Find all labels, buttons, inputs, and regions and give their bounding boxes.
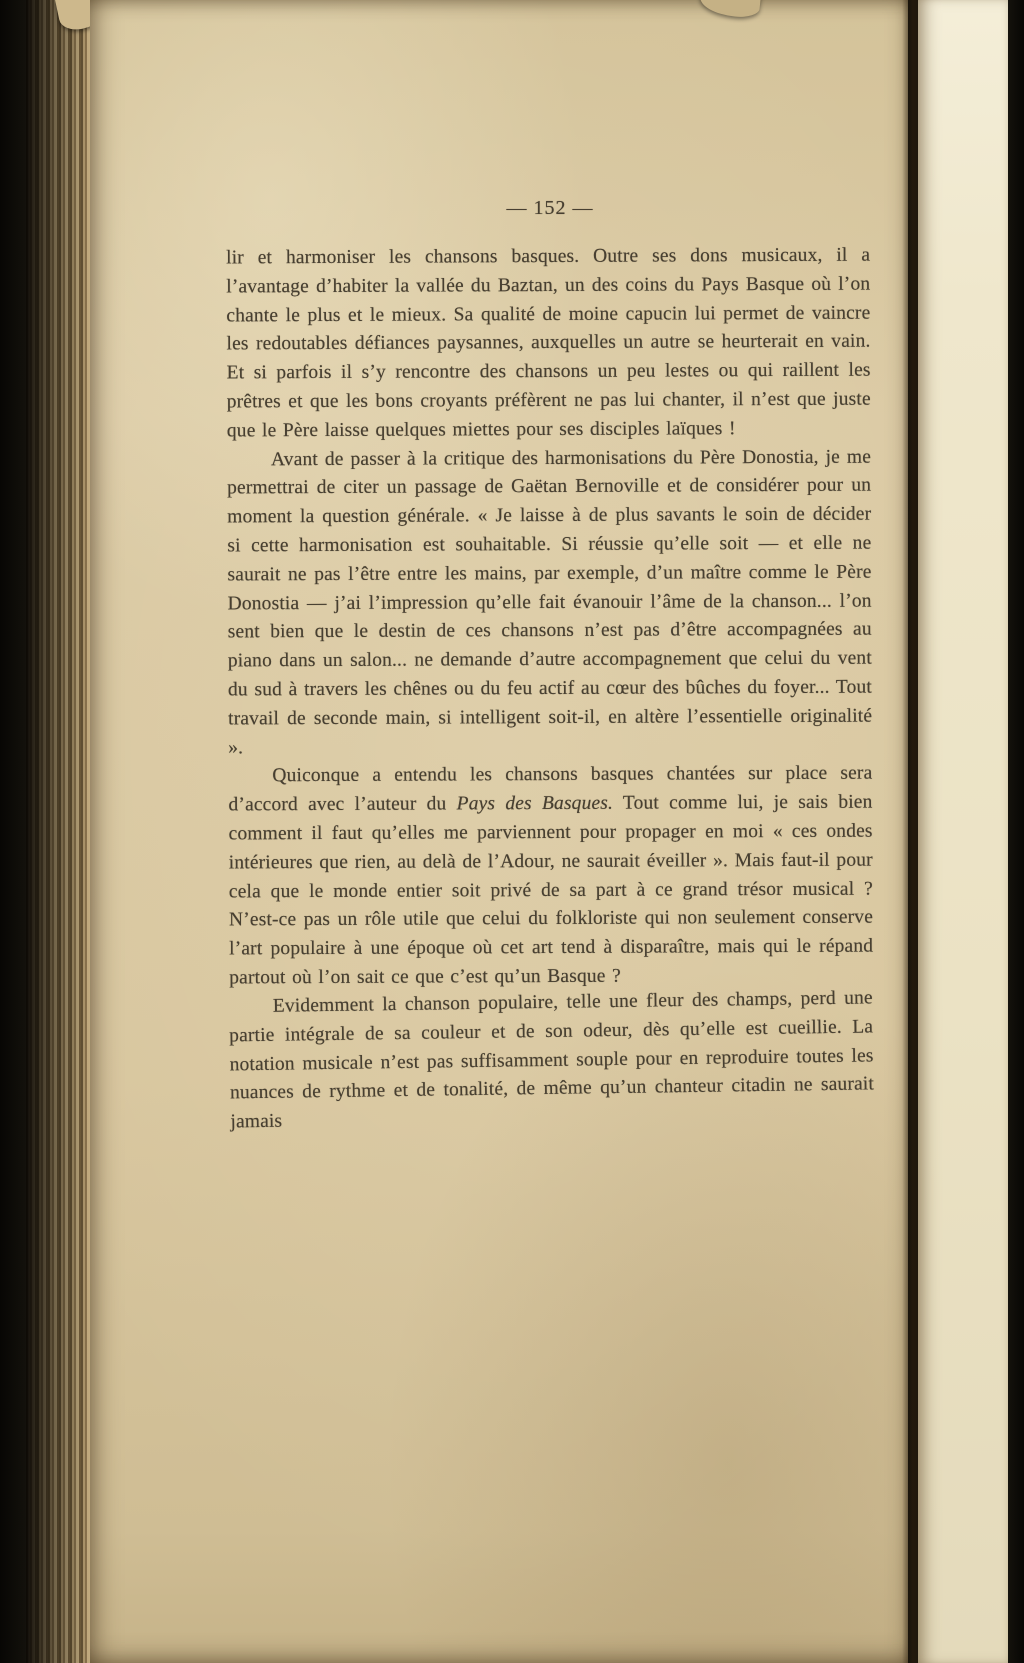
text-block	[226, 242, 874, 1138]
paragraph	[227, 443, 872, 763]
scanner-background-right	[1008, 0, 1024, 1663]
paragraph	[229, 984, 875, 1137]
paragraph-text: Tout comme lui, je sais bien comment il faut qu’elles me parviennent pour propager en moi « ces ondes intérieures que rien, au delà de l’Adour, ne saurait éveiller ». Mais faut-il pour cela que le monde entier soit privé de sa part à ce grand trésor musical ? N’est-ce pas un rôle utile que celui du folkloriste qui non seulement conserve l’art populaire à une époque où cet art tend à disparaître, mais qui le répand partout où l’on sait ce que c’est qu’un Basque ?	[228, 791, 874, 989]
book-page	[90, 0, 908, 1663]
paragraph-text: Avant de passer à la critique des harmonisations du Père Donostia, je me permettrai de citer un passage de Gaëtan Bernoville et de considérer pour un moment la question générale. « Je laisse à de plus savants le soin de décider si cette harmonisation est souhaitable. Si réussie qu’elle soit — et elle ne saurait ne pas l’être entre les mains, par exemple, d’un maître comme le Père Donostia — j’ai l’impression qu’elle fait évanouir l’âme de la chanson... l’on sent bien que le destin de ces chansons n’est pas d’être accompagnées au piano dans un salon... ne demande d’autre accompagnement que celui du vent du sud à travers les chênes ou du feu actif au cœur des bûches du foyer... Tout travail de seconde main, si intelligent soit-il, en altère l’essentielle originalité ».	[227, 446, 873, 758]
paragraph-text: Evidemment la chanson populaire, telle une fleur des champs, perd une partie intégrale de sa couleur et de son odeur, dès qu’elle est cueillie. La notation musicale n’est pas suffisamment souple pour en reproduire toutes les nuances de rythme et de tonalité, de même qu’un chanteur citadin ne saurait jamais	[229, 987, 875, 1133]
book-title-italic: Pays des Basques.	[456, 792, 614, 815]
page-number: — 152 —	[506, 197, 594, 219]
torn-paper-scrap	[699, 0, 761, 19]
paragraph	[226, 242, 871, 446]
page-edges-stack	[26, 0, 98, 1663]
paragraph-text: lir et harmoniser les chansons basques. Outre ses dons musicaux, il a l’avantage d’habiter la vallée du Baztan, un des coins du Pays Basque où l’on chante le plus et le mieux. Sa qualité de moine capucin lui permet de vaincre les redoutables défiances paysannes, auxquelles un autre se heurterait en vain. Et si parfois il s’y rencontre des chansons un peu lestes ou qui raillent les prêtres et que les bons croyants préfèrent ne pas lui chanter, il n’est que juste que le Père laisse quelques miettes pour ses disciples laïques !	[226, 244, 871, 442]
paragraph	[228, 760, 873, 993]
paragraph-text: Quiconque a entendu les chansons basques chantées sur place sera d’accord avec l’auteur du	[228, 762, 873, 816]
adjacent-page	[918, 0, 1010, 1663]
